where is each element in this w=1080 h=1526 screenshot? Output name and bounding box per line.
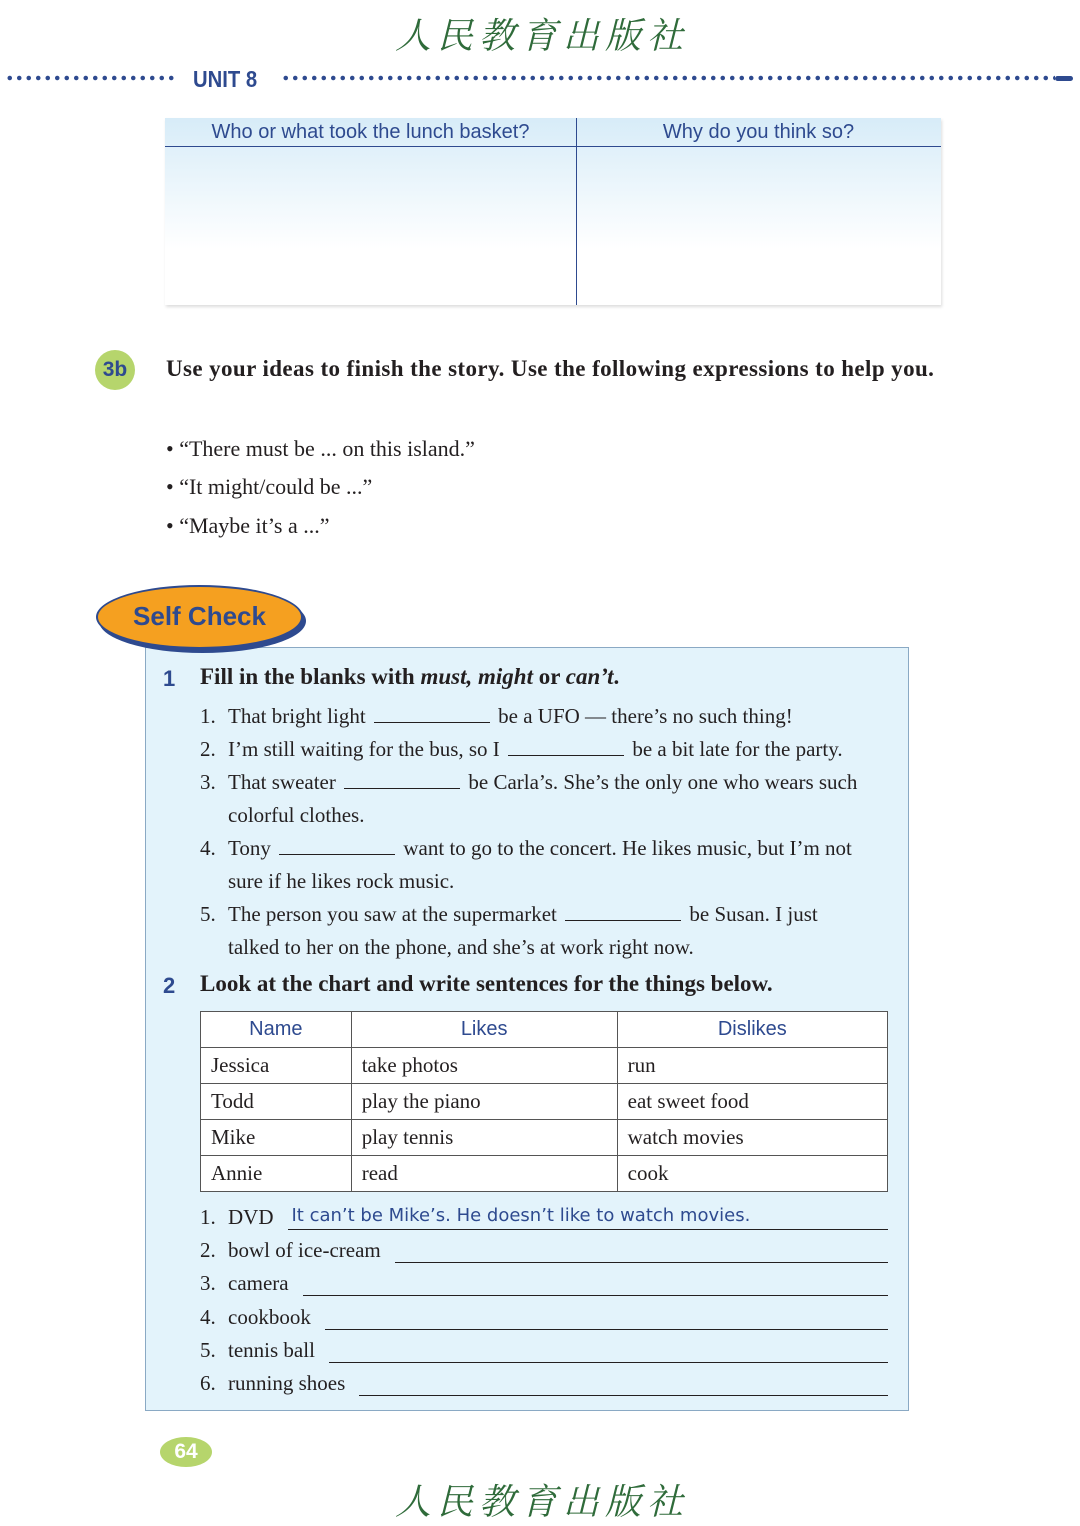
table-cell: play tennis	[351, 1120, 617, 1156]
col-header: Likes	[351, 1012, 617, 1048]
publisher-logo: 人民教育出版社	[395, 16, 690, 57]
table-cell: eat sweet food	[617, 1084, 887, 1120]
table-cell: run	[617, 1048, 887, 1084]
bullet-item: • “It might/could be ...”	[166, 474, 373, 499]
answer-row: 5. tennis ball	[200, 1335, 888, 1363]
answer-row: 4. cookbook	[200, 1302, 888, 1330]
exercise-number: 2	[163, 973, 176, 998]
story-table-header: Why do you think so?	[576, 118, 941, 147]
answer-line[interactable]	[303, 1271, 888, 1296]
likes-chart	[200, 1011, 888, 1192]
table-cell: Todd	[201, 1084, 352, 1120]
blank-input[interactable]	[565, 902, 681, 921]
bullet-text: “It might/could be ...”	[179, 474, 373, 499]
table-cell: take photos	[351, 1048, 617, 1084]
table-cell: read	[351, 1156, 617, 1192]
exercise-title: Fill in the blanks with must, might or can’t.	[200, 664, 620, 689]
exercise-title: Look at the chart and write sentences for the things below.	[200, 971, 773, 996]
story-table	[165, 118, 941, 305]
divider-end	[1055, 76, 1073, 81]
blank-input[interactable]	[344, 770, 460, 789]
exercise-1-items	[200, 700, 890, 964]
table-row	[201, 1048, 888, 1084]
table-cell: Annie	[201, 1156, 352, 1192]
exercise-item: 2. I’m still waiting for the bus, so I be a bit late for the party.	[200, 737, 843, 761]
bullet-text: “Maybe it’s a ...”	[179, 513, 330, 538]
dotted-divider	[281, 74, 1055, 82]
blank-input[interactable]	[279, 836, 395, 855]
blank-input[interactable]	[508, 737, 624, 756]
story-table-header: Who or what took the lunch basket?	[165, 118, 576, 147]
answer-row: 1. DVD It can’t be Mike’s. He doesn’t like to watch movies.	[200, 1202, 888, 1230]
answer-line[interactable]: It can’t be Mike’s. He doesn’t like to watch movies.	[288, 1205, 889, 1230]
table-row	[201, 1120, 888, 1156]
page-number: 64	[160, 1437, 212, 1467]
table-row	[201, 1084, 888, 1120]
table-cell: watch movies	[617, 1120, 887, 1156]
table-cell: Mike	[201, 1120, 352, 1156]
exercise-item: 5. The person you saw at the supermarket be Susan. I just talked to her on the phone, and she’s at work right now.	[200, 902, 818, 959]
col-header: Name	[201, 1012, 352, 1048]
dotted-divider	[5, 74, 177, 82]
unit-title: UNIT 8	[193, 66, 258, 92]
table-row	[201, 1156, 888, 1192]
bullet-item: • “Maybe it’s a ...”	[166, 513, 330, 538]
answer-line[interactable]	[325, 1305, 888, 1330]
exercise-item: 4. Tony want to go to the concert. He likes music, but I’m not sure if he likes rock music.	[200, 836, 852, 893]
exercise-item: 1. That bright light be a UFO — there’s no such thing!	[200, 704, 793, 728]
col-header: Dislikes	[617, 1012, 887, 1048]
table-cell: play the piano	[351, 1084, 617, 1120]
answer-row: 2. bowl of ice-cream	[200, 1235, 888, 1263]
table-divider	[576, 118, 577, 305]
blank-input[interactable]	[374, 704, 490, 723]
exercise-item: 3. That sweater be Carla’s. She’s the only one who wears such colorful clothes.	[200, 770, 858, 827]
answer-line[interactable]	[329, 1338, 888, 1363]
section-badge: 3b	[95, 350, 135, 390]
table-cell: cook	[617, 1156, 887, 1192]
answer-line[interactable]	[359, 1371, 888, 1396]
answer-row: 6. running shoes	[200, 1368, 888, 1396]
bullet-text: “There must be ... on this island.”	[179, 436, 475, 461]
answer-line[interactable]	[395, 1238, 888, 1263]
publisher-logo: 人民教育出版社	[395, 1482, 690, 1523]
exercise-number: 1	[163, 666, 176, 691]
self-check-badge: Self Check	[96, 585, 303, 649]
answer-row: 3. camera	[200, 1268, 888, 1296]
table-cell: Jessica	[201, 1048, 352, 1084]
instruction: Use your ideas to finish the story. Use the following expressions to help you.	[166, 356, 935, 381]
bullet-item: • “There must be ... on this island.”	[166, 436, 475, 461]
